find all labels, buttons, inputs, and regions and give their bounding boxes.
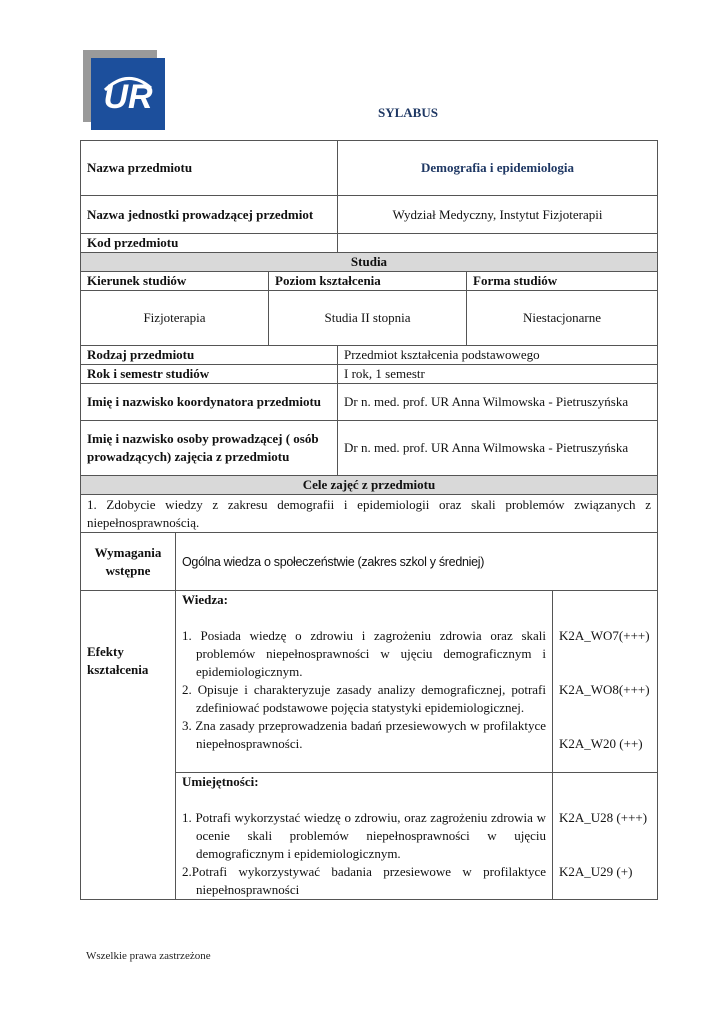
studies-values-row (81, 291, 657, 346)
prerequisites-label: Wymagania wstępne (81, 533, 176, 590)
knowledge-block (176, 591, 657, 773)
year-semester-label: Rok i semestr studiów (81, 365, 338, 383)
study-form-header: Forma studiów (473, 273, 558, 288)
knowledge-code-1: K2A_WO7(+++) (559, 628, 650, 643)
knowledge-item-1: 1. Posiada wiedzę o zdrowiu i zagrożeniu zdrowia oraz skali problemów niepełnosprawności w ujęciu demograficznym i epidemiologicznym. (182, 628, 546, 679)
goal-item: 1. Zdobycie wiedzy z zakresu demografii i epidemiologii oraz skali problemów związanych z niepełnosprawnością. (87, 497, 651, 530)
skills-code-1: K2A_U28 (+++) (559, 810, 648, 825)
subject-type-value: Przedmiot kształcenia podstawowego (344, 347, 540, 362)
ur-logo-icon (91, 58, 165, 130)
university-logo (83, 50, 165, 130)
instructor-row (81, 421, 657, 476)
outcomes-content (176, 591, 657, 899)
prerequisites-value: Ogólna wiedza o społeczeństwie (zakres szkol y średniej) (182, 554, 485, 569)
knowledge-code-2: K2A_WO8(+++) (559, 682, 650, 697)
subject-row (81, 141, 657, 196)
goals-title: Cele zajęć z przedmiotu (302, 477, 436, 492)
study-form-value: Niestacjonarne (523, 310, 601, 325)
knowledge-title: Wiedza: (182, 592, 228, 607)
instructor-label: Imię i nazwisko osoby prowadzącej ( osób prowadzących) zajęcia z przedmiotu (81, 421, 338, 475)
unit-value: Wydział Medyczny, Instytut Fizjoterapii (392, 206, 603, 222)
unit-label: Nazwa jednostki prowadzącej przedmiot (81, 196, 338, 233)
subject-type-label: Rodzaj przedmiotu (81, 346, 338, 364)
studies-title: Studia (350, 254, 388, 269)
skills-code-2: K2A_U29 (+) (559, 864, 633, 879)
skills-title: Umiejętności: (182, 774, 259, 789)
instructor-value: Dr n. med. prof. UR Anna Wilmowska - Pietruszyńska (344, 440, 629, 455)
skills-block (176, 773, 657, 899)
skills-item-2: 2.Potrafi wykorzystywać badania przesiewowe w profilaktyce niepełnosprawności (182, 864, 546, 897)
study-level-header: Poziom kształcenia (269, 272, 467, 290)
footer-copyright: Wszelkie prawa zastrzeżone (86, 950, 211, 962)
coordinator-row (81, 384, 657, 421)
subject-value: Demografia i epidemiologia (420, 160, 575, 175)
year-semester-value: I rok, 1 semestr (344, 366, 425, 381)
syllabus-table (80, 140, 658, 900)
coordinator-label: Imię i nazwisko koordynatora przedmiotu (81, 384, 338, 420)
document-title: SYLABUS (378, 105, 438, 120)
outcomes-row (81, 591, 657, 899)
field-of-study-header: Kierunek studiów (81, 272, 269, 290)
field-of-study-value: Fizjoterapia (81, 291, 269, 345)
outcomes-label: Efekty kształcenia (81, 591, 176, 899)
unit-row (81, 196, 657, 234)
studies-headers-row (81, 272, 657, 291)
code-label: Kod przedmiotu (81, 234, 338, 252)
coordinator-value: Dr n. med. prof. UR Anna Wilmowska - Pietruszyńska (344, 394, 629, 409)
year-semester-row (81, 365, 657, 384)
knowledge-item-2: 2. Opisuje i charakteryzuje zasady analizy demograficznej, potrafi zdefiniować podstawowe pojęcia statystyki epidemiologicznej. (182, 682, 546, 715)
knowledge-item-3: 3. Zna zasady przeprowadzenia badań przesiewowych w profilaktyce niepełnosprawności. (182, 718, 546, 751)
subject-type-row (81, 346, 657, 365)
code-row (81, 234, 657, 253)
skills-item-1: 1. Potrafi wykorzystać wiedzę o zdrowiu, oraz zagrożeniu zdrowia w ocenie skali problemów niepełnosprawności w ujęciu demograficznym i epidemiologicznym. (182, 810, 546, 861)
studies-section-header (81, 253, 657, 272)
prerequisites-row (81, 533, 657, 591)
subject-label: Nazwa przedmiotu (81, 141, 338, 195)
study-level-value: Studia II stopnia (269, 291, 467, 345)
knowledge-list (182, 627, 546, 753)
goals-row (81, 495, 657, 533)
knowledge-code-3: K2A_W20 (++) (559, 736, 643, 751)
logo-text: UR (103, 78, 153, 116)
skills-list (182, 809, 546, 899)
goals-section-header (81, 476, 657, 495)
code-value (338, 234, 657, 252)
